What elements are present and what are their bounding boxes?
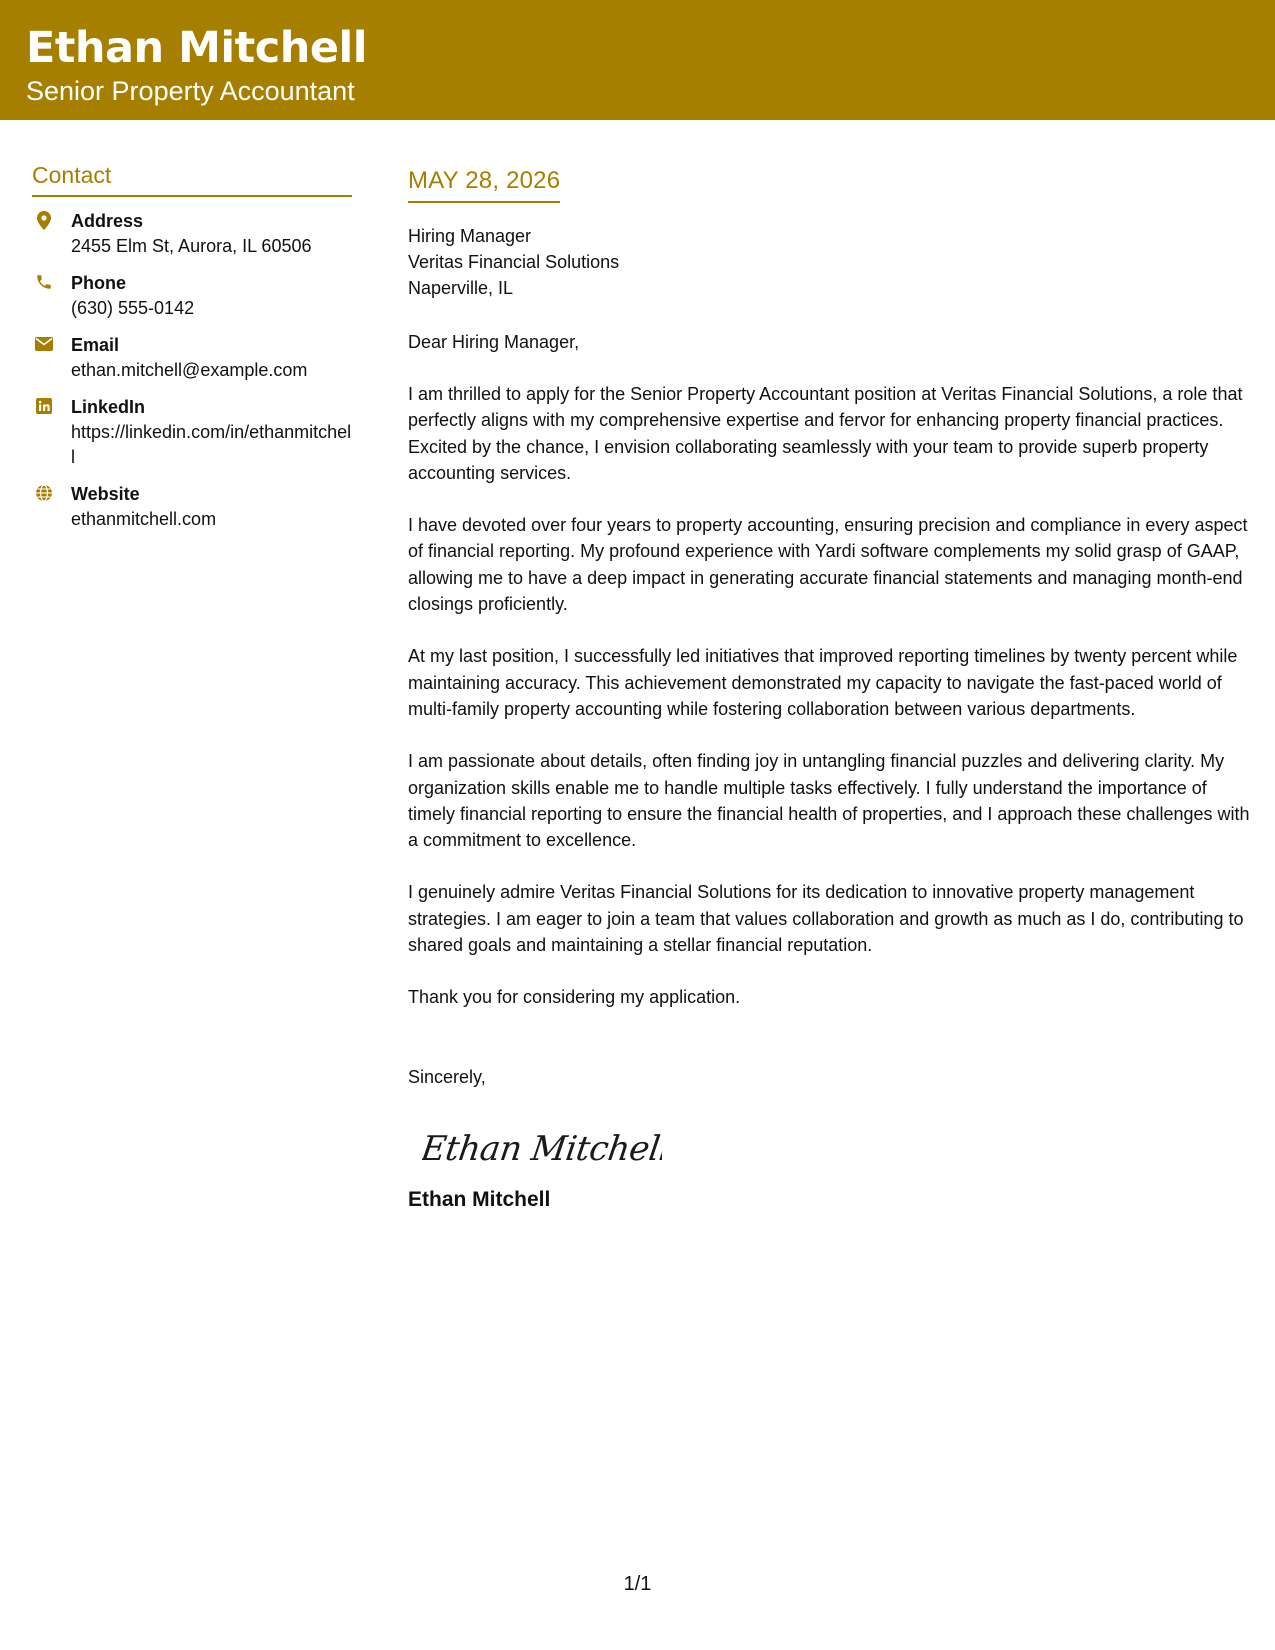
letter-paragraph: I have devoted over four years to property accounting, ensuring precision and compliance in every aspect of financial reporting. My profound experience with Yardi software complements my solid grasp of GAAP, allowing me to have a deep impact in generating accurate financial statements and managing month-end closings proficiently. (408, 515, 1248, 615)
recipient-block (408, 223, 1253, 301)
contact-address-label: Address (71, 211, 144, 231)
letter-body (408, 165, 1253, 1214)
letter-paragraph: I genuinely admire Veritas Financial Solutions for its dedication to innovative property management strategies. I am eager to join a team that values collaboration and growth as much as I do, contributing to shared goals and maintaining a stellar financial reputation. (408, 882, 1244, 956)
contact-phone (32, 271, 352, 321)
contact-linkedin-value[interactable]: https://linkedin.com/in/ethanmitchell (71, 422, 352, 467)
contact-linkedin (32, 395, 352, 470)
envelope-icon (35, 334, 53, 354)
letter-paragraph: I am thrilled to apply for the Senior Property Accountant position at Veritas Financial Solutions, a role that perfectly aligns with my comprehensive expertise and fervor for enhancing property financial practices. Excited by the chance, I envision collaborating seamlessly with your team to provide superb property accounting services. (408, 384, 1243, 483)
recipient-line: Hiring Manager (408, 226, 532, 246)
letter-paragraph: I am passionate about details, often finding joy in untangling financial puzzles and delivering clarity. My organization skills enable me to handle multiple tasks effectively. I fully understand the importance of timely financial reporting to ensure the financial health of properties, and I approach these challenges with a commitment to excellence. (408, 751, 1250, 851)
salutation: Dear Hiring Manager, (408, 332, 580, 352)
linkedin-icon (35, 396, 53, 416)
globe-icon (35, 483, 53, 503)
page-number: 1/1 (623, 1573, 652, 1595)
contact-website (32, 482, 352, 532)
contact-website-label: Website (71, 484, 140, 504)
closing: Sincerely, (408, 1066, 486, 1087)
signer-name: Ethan Mitchell (408, 1187, 551, 1211)
contact-address-value: 2455 Elm St, Aurora, IL 60506 (71, 236, 312, 256)
contact-website-value[interactable]: ethanmitchell.com (71, 509, 217, 529)
letter-paragraph: Thank you for considering my application. (408, 987, 741, 1008)
signature-image (422, 1116, 1253, 1178)
applicant-name: Ethan Mitchell (26, 23, 367, 73)
recipient-line: Naperville, IL (408, 278, 514, 298)
header-banner (0, 0, 1275, 120)
contact-section-title: Contact (32, 160, 352, 197)
contact-email (32, 333, 352, 383)
letter-date: MAY 28, 2026 (408, 167, 561, 194)
date-block (408, 165, 560, 203)
signature-text: Ethan Mitchell (422, 1128, 662, 1169)
contact-email-label: Email (71, 335, 120, 355)
recipient-line: Veritas Financial Solutions (408, 252, 620, 272)
contact-phone-label: Phone (71, 273, 127, 293)
contact-phone-value: (630) 555-0142 (71, 298, 195, 318)
letter-paragraph: At my last position, I successfully led initiatives that improved reporting timelines by twenty percent while maintaining accuracy. This achievement demonstrated my capacity to navigate the fast-paced world of multi-family property accounting while fostering collaboration between various departments. (408, 646, 1238, 719)
contact-sidebar (32, 160, 352, 544)
map-pin-icon (35, 210, 53, 230)
contact-email-value: ethan.mitchell@example.com (71, 360, 308, 380)
contact-linkedin-label: LinkedIn (71, 397, 146, 417)
contact-address (32, 209, 352, 259)
phone-icon (35, 272, 53, 292)
applicant-title: Senior Property Accountant (26, 76, 355, 106)
